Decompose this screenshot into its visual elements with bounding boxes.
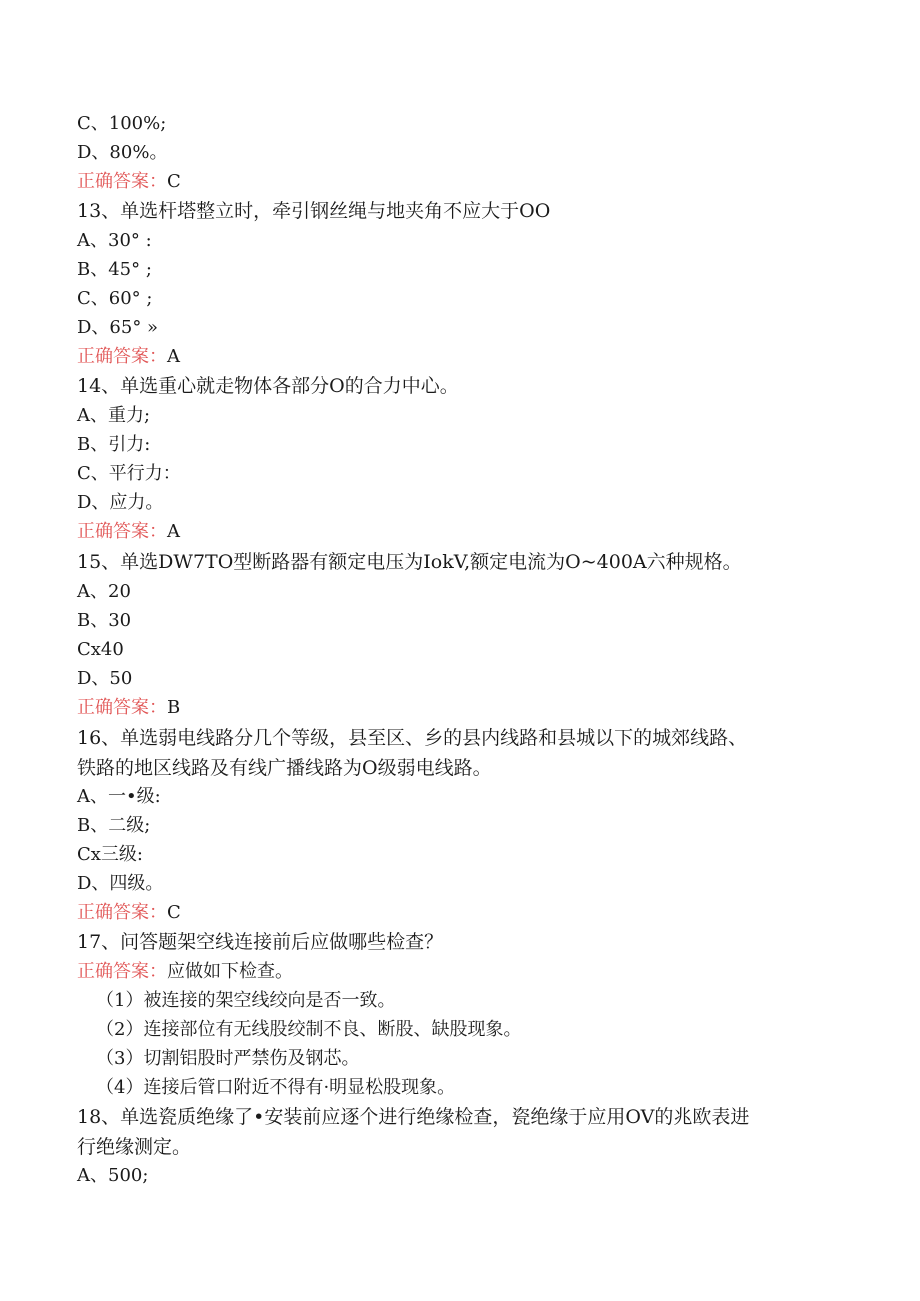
option-line: D、80%。 [77,142,168,163]
answer-value: A [167,346,180,367]
answer-label: 正确答案： [77,902,167,923]
option-line: D、65° » [77,317,159,338]
answer-value: B [167,697,181,718]
detail-line: （4）连接后管口附近不得有·明显松股现象。 [96,1077,456,1098]
option-line: D、50 [77,668,133,689]
detail-line: （3）切割铝股时严禁伤及钢芯。 [96,1048,360,1069]
option-line: Cx三级: [77,844,143,865]
option-line: B、二级; [77,815,151,836]
option-line: D、应力。 [77,492,164,513]
answer-value: 应做如下检查。 [167,961,293,982]
option-line: A、30° : [77,230,152,251]
option-line: B、45° ; [77,259,152,280]
option-line: B、引力: [77,434,151,455]
option-line: C、60° ; [77,288,153,309]
answer-line [77,345,180,369]
question-line: 铁路的地区线路及有线广播线路为O级弱电线路。 [77,757,492,779]
answer-label: 正确答案： [77,961,167,982]
detail-line: （2）连接部位有无线股绞制不良、断股、缺股现象。 [96,1019,522,1040]
question-line: 18、单选瓷质绝缘了•安装前应逐个进行绝缘检查，瓷绝缘于应用OV的兆欧表进 [77,1106,750,1128]
option-line: A、500; [77,1165,149,1186]
answer-label: 正确答案： [77,171,167,192]
answer-label: 正确答案： [77,346,167,367]
option-line: C、100%; [77,113,167,134]
question-line: 13、单选杆塔整立时，牵引钢丝绳与地夹角不应大于OO [77,200,551,222]
answer-line [77,520,180,544]
question-line: 17、问答题架空线连接前后应做哪些检查？ [77,931,444,953]
answer-line [77,960,293,984]
option-line: C、平行力： [77,463,181,484]
answer-line [77,170,181,194]
answer-value: C [167,902,181,923]
answer-label: 正确答案： [77,521,167,542]
answer-line [77,901,181,925]
answer-value: C [167,171,181,192]
detail-line: （1）被连接的架空线绞向是否一致。 [96,990,396,1011]
answer-value: A [167,521,180,542]
option-line: D、四级。 [77,873,164,894]
option-line: B、30 [77,610,132,631]
answer-label: 正确答案： [77,697,167,718]
answer-line [77,696,180,720]
question-line: 14、单选重心就走物体各部分O的合力中心。 [77,375,459,397]
question-line: 16、单选弱电线路分几个等级，县至区、乡的县内线路和县城以下的城郊线路、 [77,727,748,749]
option-line: A、重力; [77,405,151,426]
option-line: A、一•级: [77,786,161,807]
option-line: A、20 [77,581,131,602]
question-line: 15、单选DW7TO型断路器有额定电压为IokV,额定电流为O~400A六种规格。 [77,551,742,573]
question-line: 行绝缘测定。 [77,1136,192,1158]
option-line: Cx40 [77,639,124,660]
